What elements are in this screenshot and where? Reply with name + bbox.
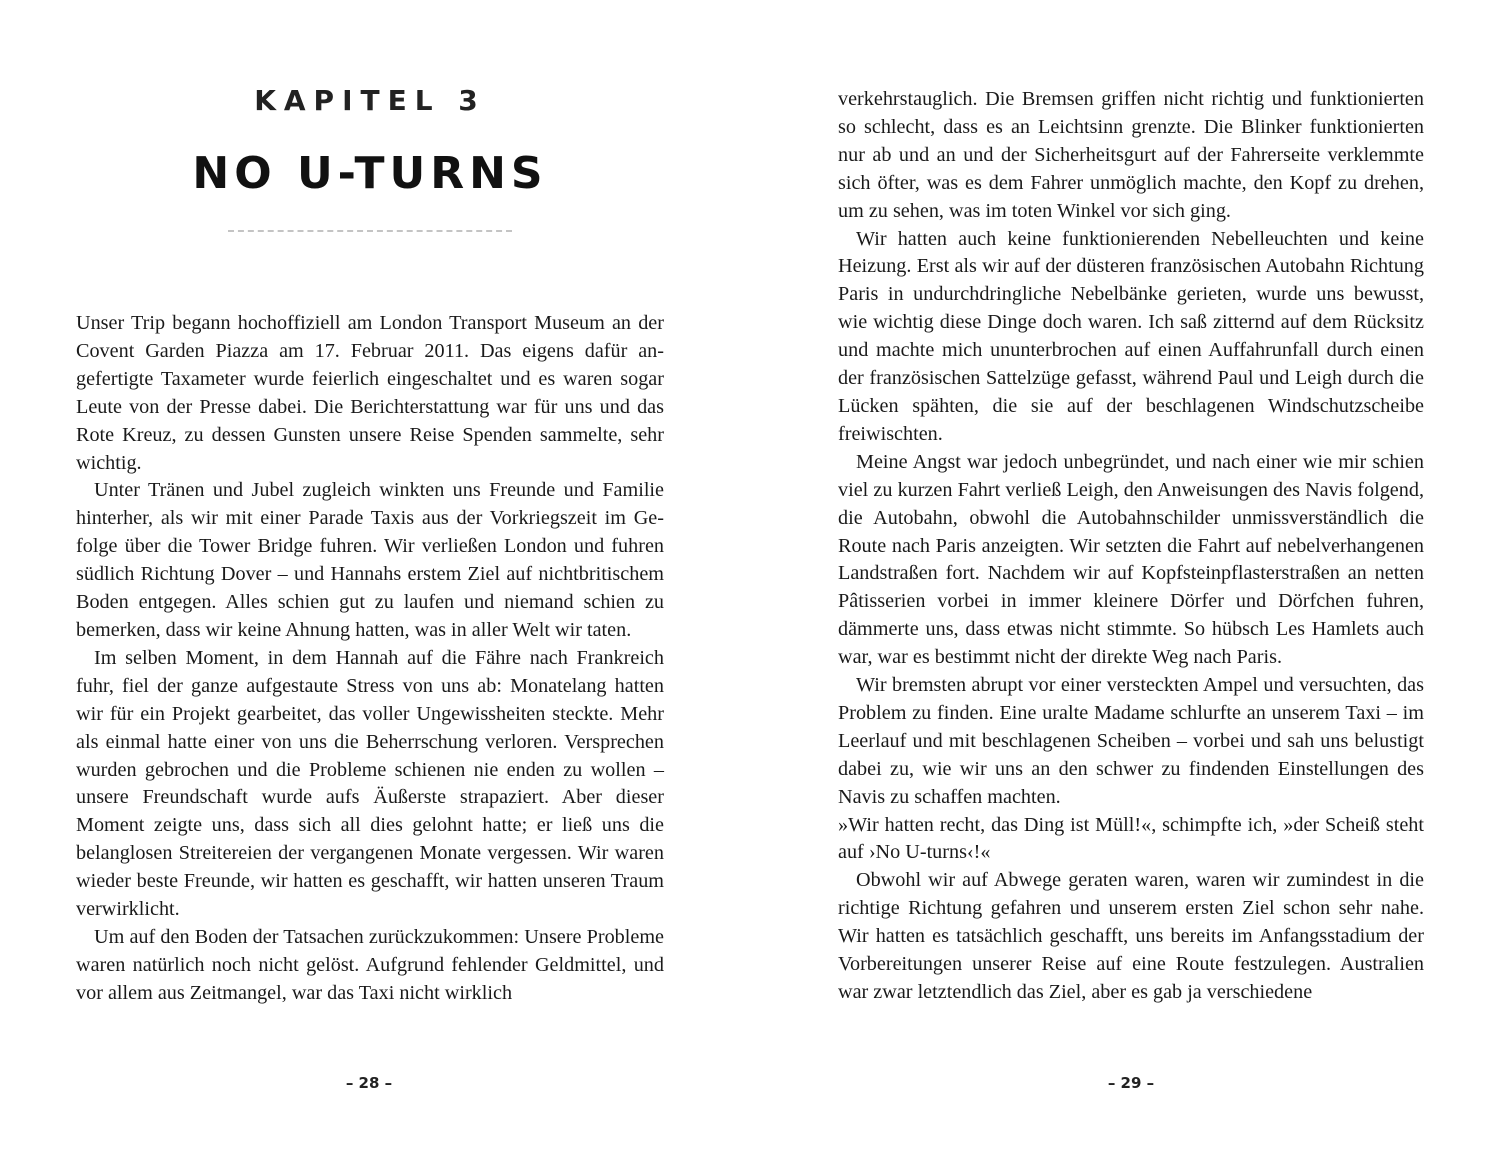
paragraph: Obwohl wir auf Abwege geraten waren, waren wir zumindest in die richtige Richtung gefahren und unserem ersten Ziel schon sehr nahe. Wir hatten es tatsächlich geschafft, uns bereits im Anfangsstadium der Vorbereitungen unserer Reise auf eine Route festzulegen. Australien war zwar letztendlich das Ziel, aber es gab ja verschiedene bbox=[838, 869, 1424, 1003]
chapter-label: KAPITEL 3 bbox=[254, 84, 486, 117]
paragraph: Unter Tränen und Jubel zugleich winkten uns Freunde und Familie hinterher, als wir mit einer Parade Taxis aus der Vorkriegszeit im Gefolge über die Tower Bridge fuhren. Wir verließen London und fuhren südlich Richtung Dover – und Hannahs erstem Ziel auf nichtbritischem Boden entgegen. Alles schien gut zu laufen und niemand schien zu bemerken, dass wir keine Ahnung hatten, was in aller Welt wir taten. bbox=[76, 479, 664, 641]
left-page-body bbox=[76, 310, 664, 1008]
right-page-body bbox=[838, 86, 1424, 1007]
chapter-divider bbox=[228, 230, 512, 232]
paragraph: Im selben Moment, in dem Hannah auf die Fähre nach Frankreich fuhr, fiel der ganze aufgestaute Stress von uns ab: Monatelang hatten wir für ein Projekt gearbeitet, das voller Ungewissheiten steckte. Mehr als einmal hatte einer von uns die Beherrschung verloren. Versprechen wurden gebrochen und die Probleme schienen nie enden zu wollen – unsere Freundschaft wurde aufs Äußerste strapaziert. Aber dieser Moment zeigte uns, dass sich all dies gelohnt hatte; er ließ uns die belanglosen Streitereien der vergangenen Monate vergessen. Wir waren wieder beste Freunde, wir hatten es geschafft, wir hatten unseren Traum verwirklicht. bbox=[76, 646, 664, 921]
paragraph: Unser Trip begann hochoffiziell am London Transport Museum an der Covent Garden Piazza am 17. Februar 2011. Das eigens dafür angefertigte Taxameter wurde feierlich eingeschaltet und es waren sogar Leute von der Presse dabei. Die Berichterstattung war für uns und das Rote Kreuz, zu dessen Gunsten unsere Reise Spenden sammelte, sehr wichtig. bbox=[76, 312, 664, 474]
page-number-right: – 29 – bbox=[1107, 1074, 1155, 1092]
paragraph: Wir hatten auch keine funktionierenden Nebelleuchten und keine Heizung. Erst als wir auf der düsteren französischen Autobahn Richtung Paris in undurchdringliche Nebelbänke gerieten, wurde uns bewusst, wie wichtig diese Dinge doch waren. Ich saß zitternd auf dem Rücksitz und machte mich ununterbrochen auf einen Auffahrunfall durch einen der französischen Sattelzüge gefasst, während Paul und Leigh durch die Lücken spähten, die sie auf der beschlagenen Windschutzscheibe freiwischten. bbox=[838, 227, 1424, 445]
paragraph: verkehrstauglich. Die Bremsen griffen nicht richtig und funktionierten so schlecht, dass es an Leichtsinn grenzte. Die Blinker funktionierten nur ab und an und der Sicherheitsgurt auf der Fahrerseite verklemmte sich öfter, was es dem Fahrer unmöglich machte, den Kopf zu drehen, um zu sehen, was im toten Winkel vor sich ging. bbox=[838, 88, 1424, 222]
paragraph: »Wir hatten recht, das Ding ist Müll!«, schimpfte ich, »der Scheiß steht auf ›No U-turns‹!« bbox=[838, 813, 1424, 864]
right-page bbox=[750, 0, 1500, 1154]
page-number-left: – 28 – bbox=[345, 1074, 393, 1092]
chapter-title: NO U-TURNS bbox=[192, 148, 548, 199]
paragraph: Um auf den Boden der Tatsachen zurückzukommen: Unsere Probleme waren natürlich noch nicht gelöst. Aufgrund fehlender Geldmittel, und vor allem aus Zeitmangel, war das Taxi nicht wirklich bbox=[76, 925, 664, 1004]
paragraph: Meine Angst war jedoch unbegründet, und nach einer wie mir schien viel zu kurzen Fahrt verließ Leigh, den Anweisungen des Navis folgend, die Autobahn, obwohl die Autobahnschilder unmissverständlich die Route nach Paris anzeigten. Wir setzten die Fahrt auf nebelverhangenen Landstraßen fort. Nachdem wir auf Kopfsteinpflasterstraßen an netten Pâtisserien vorbei in immer kleinere Dörfer und Dörfchen fuhren, dämmerte uns, dass etwas nicht stimmte. So hübsch Les Hamlets auch war, war es bestimmt nicht der direkte Weg nach Paris. bbox=[838, 450, 1424, 669]
paragraph: Wir bremsten abrupt vor einer versteckten Ampel und versuchten, das Problem zu finden. Eine uralte Madame schlurfte an unserem Taxi – im Leerlauf und mit beschlagenen Scheiben – vorbei und sah uns belustigt dabei zu, wie wir uns an den schwer zu findenden Einstellungen des Navis zu schaffen machten. bbox=[838, 674, 1424, 808]
